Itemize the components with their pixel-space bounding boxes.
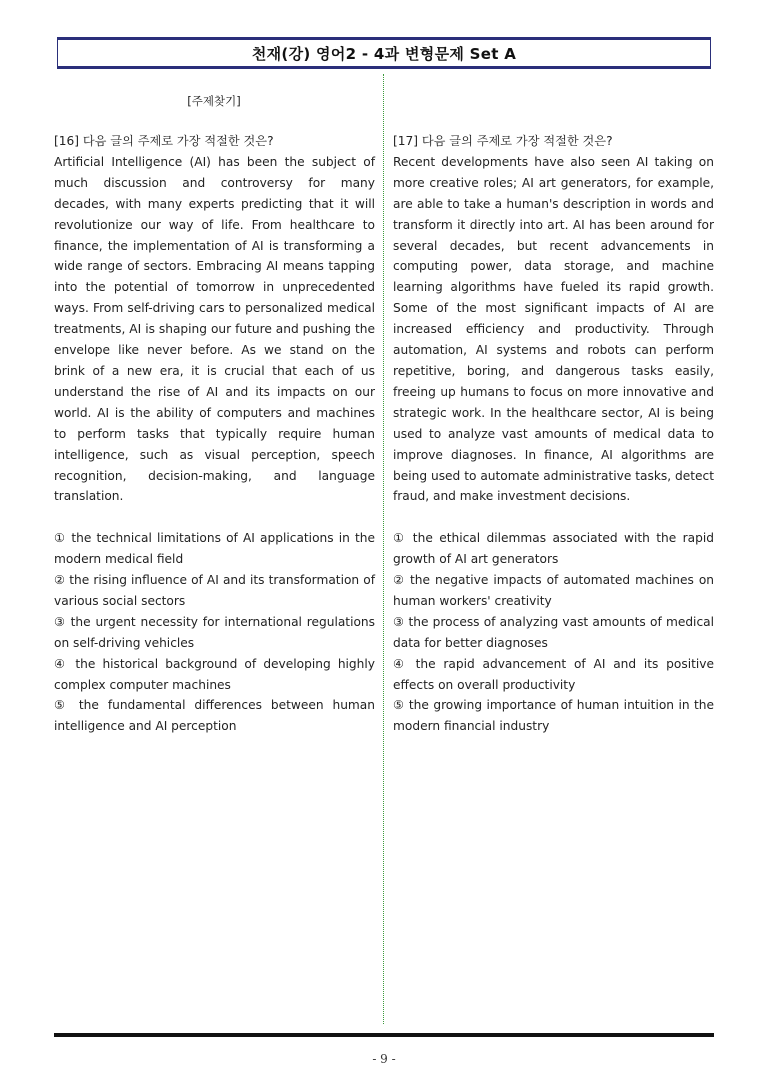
spacer <box>54 507 375 528</box>
spacer <box>393 507 714 528</box>
question-16-passage: Artificial Intelligence (AI) has been the subject of much discussion and controversy for many decades, with many experts predicting that it will revolutionize our way of life. From healthcare to finance, the implementation of AI is transforming a wide range of sectors. Embracing AI means tapping into the potential of tomorrow in unprecedented ways. From self-driving cars to personalized medical treatments, AI is shaping our future and pushing the envelope like never before. As we stand on the brink of a new era, it is crucial that each of us understand the rise of AI and its impacts on our world. AI is the ability of computers and machines to perform tasks that typically require human intelligence, such as visual perception, speech recognition, decision-making, and language translation. <box>54 154 375 504</box>
question-16-prompt: [16] 다음 글의 주제로 가장 적절한 것은? <box>54 134 274 148</box>
question-16-choice-4: ④ the historical background of developing highly complex computer machines <box>54 656 375 692</box>
question-17-passage: Recent developments have also seen AI taking on more creative roles; AI art generators, for example, are able to take a human's description in words and transform it directly into art. AI has been around for several decades, but recent advancements in computing power, data storage, and machine learning algorithms have fueled its rapid growth. Some of the most significant impacts of AI are increased efficiency and productivity. Through automation, AI systems and robots can perform repetitive, boring, and dangerous tasks easily, freeing up humans to focus on more innovative and strategic work. In the healthcare sector, AI is being used to analyze vast amounts of medical data to improve diagnoses. In finance, AI algorithms are being used to automate administrative tasks, detect fraud, and make investment decisions. <box>393 154 714 504</box>
question-17 <box>393 131 714 737</box>
question-17-choice-2: ② the negative impacts of automated machines on human workers' creativity <box>393 573 714 608</box>
question-17-prompt: [17] 다음 글의 주제로 가장 적절한 것은? <box>393 134 613 148</box>
question-17-choice-5: ⑤ the growing importance of human intuition in the modern financial industry <box>393 698 714 734</box>
question-17-choice-1: ① the ethical dilemmas associated with the rapid growth of AI art generators <box>393 531 714 567</box>
page-title: 천재(강) 영어2 - 4과 변형문제 Set A <box>251 44 517 63</box>
question-16-choice-3: ③ the urgent necessity for international regulations on self-driving vehicles <box>54 614 375 650</box>
question-16 <box>54 131 375 737</box>
question-17-choice-4: ④ the rapid advancement of AI and its positive effects on overall productivity <box>393 656 714 692</box>
page-number: - 9 - <box>372 1052 396 1066</box>
question-16-choice-1: ① the technical limitations of AI applications in the modern medical field <box>54 531 375 567</box>
question-16-choice-2: ② the rising influence of AI and its transformation of various social sectors <box>54 573 375 608</box>
column-divider <box>383 74 384 1024</box>
section-label: [주제찾기] <box>187 94 241 108</box>
footer-rule <box>54 1033 714 1037</box>
question-16-choice-5: ⑤ the fundamental differences between human intelligence and AI perception <box>54 698 375 734</box>
page-title-box <box>57 37 711 69</box>
question-17-choice-3: ③ the process of analyzing vast amounts of medical data for better diagnoses <box>393 614 714 650</box>
